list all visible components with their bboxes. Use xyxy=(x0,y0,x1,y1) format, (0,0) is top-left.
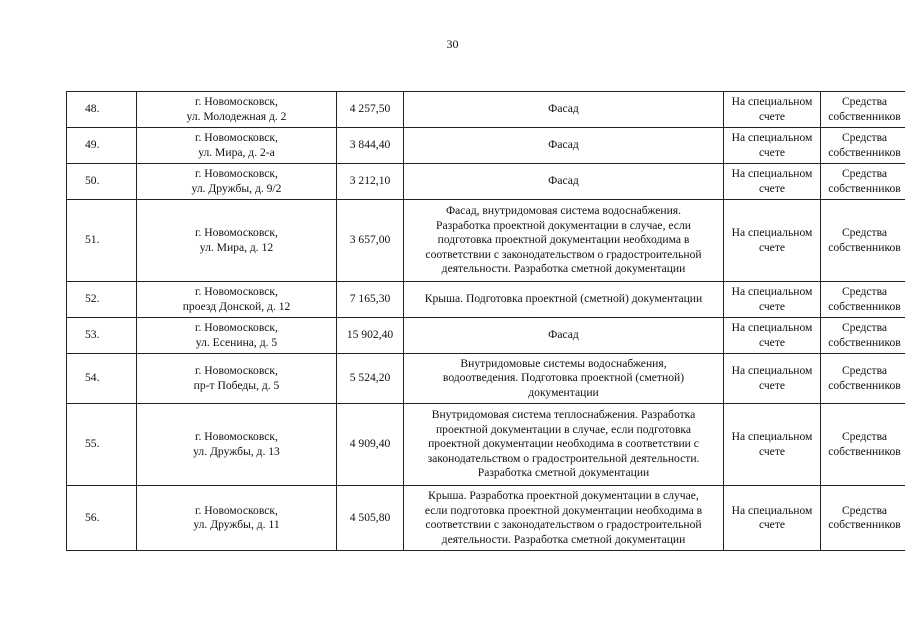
account-cell xyxy=(724,200,821,282)
work-type-cell xyxy=(404,128,724,164)
cost-cell: 3 844,40 xyxy=(337,128,404,164)
funding-source-line: Средства xyxy=(841,285,888,298)
work-type-cell xyxy=(404,164,724,200)
work-type-line: водоотведения. Подготовка проектной (сметной) xyxy=(442,371,685,385)
cost-cell: 4 257,50 xyxy=(337,92,404,128)
account-line: На специальном xyxy=(731,285,813,298)
address-cell xyxy=(137,128,337,164)
page-number: 30 xyxy=(446,37,459,51)
address-city: г. Новомосковск, xyxy=(195,321,278,334)
work-type-line: Крыша. Разработка проектной документации в случае, xyxy=(428,489,699,502)
funding-source-line: Средства xyxy=(841,131,888,144)
funding-source-cell xyxy=(821,92,905,128)
address-city: г. Новомосковск, xyxy=(195,95,278,108)
work-type-cell xyxy=(404,318,724,354)
cost-cell: 3 657,00 xyxy=(337,200,404,282)
address-cell xyxy=(137,318,337,354)
address-cell xyxy=(137,92,337,128)
funding-source-line: Средства xyxy=(841,503,888,517)
work-type-line: если подготовка проектной документации необходима в xyxy=(424,503,703,517)
funding-source-line: Средства xyxy=(841,321,888,334)
account-line: На специальном xyxy=(731,321,813,334)
table-row xyxy=(67,354,905,404)
account-line: счете xyxy=(758,335,786,349)
funding-source-line: собственников xyxy=(828,378,901,392)
table-row xyxy=(67,282,905,318)
work-type-line: соответствии с законодательством о градостроительной xyxy=(425,247,702,261)
row-number: 50. xyxy=(67,164,137,200)
work-type-line: проектной документации в случае, если подготовка xyxy=(435,422,692,436)
address-cell xyxy=(137,486,337,551)
funding-source-cell xyxy=(821,354,905,404)
row-number: 52. xyxy=(67,282,137,318)
cost-cell: 3 212,10 xyxy=(337,164,404,200)
account-line: На специальном xyxy=(731,503,813,517)
funding-source-line: Средства xyxy=(841,226,888,239)
cost-cell: 5 524,20 xyxy=(337,354,404,404)
work-type-line: Разработка проектной документации в случае, если xyxy=(436,218,691,232)
work-type-line: документации xyxy=(528,385,599,399)
funding-source-cell xyxy=(821,282,905,318)
work-type-line: законодательством о градостроительной деятельности. xyxy=(427,451,700,465)
table-row xyxy=(67,164,905,200)
work-type-line: Фасад, внутридомовая система водоснабжения. xyxy=(445,204,682,218)
address-city: г. Новомосковск, xyxy=(195,226,278,239)
address-cell xyxy=(137,404,337,486)
account-cell xyxy=(724,318,821,354)
address-street: ул. Мира, д. 2-а xyxy=(198,145,275,159)
work-type-cell xyxy=(404,282,724,318)
account-line: На специальном xyxy=(731,364,813,377)
address-city: г. Новомосковск, xyxy=(195,167,278,180)
work-type-line: проектной документации необходима в соответствии с xyxy=(428,437,699,451)
work-type-cell xyxy=(404,92,724,128)
account-line: счете xyxy=(758,240,786,254)
funding-source-line: собственников xyxy=(828,335,901,349)
work-type-line: Фасад xyxy=(548,328,579,342)
row-number: 49. xyxy=(67,128,137,164)
funding-source-cell xyxy=(821,404,905,486)
cost-cell: 4 505,80 xyxy=(337,486,404,551)
work-type-line: Внутридомовые системы водоснабжения, xyxy=(460,356,667,370)
work-type-line: подготовка проектной документации необходима в xyxy=(437,233,690,247)
address-street: ул. Молодежная д. 2 xyxy=(186,109,287,123)
work-type-line: Фасад xyxy=(548,102,579,116)
row-number: 56. xyxy=(67,486,137,551)
funding-source-line: собственников xyxy=(828,145,901,159)
account-line: счете xyxy=(758,109,786,123)
funding-source-line: собственников xyxy=(828,444,901,458)
address-cell xyxy=(137,164,337,200)
account-cell xyxy=(724,354,821,404)
account-cell xyxy=(724,92,821,128)
address-city: г. Новомосковск, xyxy=(195,430,278,443)
row-number: 48. xyxy=(67,92,137,128)
table-row xyxy=(67,486,905,551)
work-type-line: соответствии с законодательством о градостроительной xyxy=(425,518,702,531)
capital-repair-table xyxy=(66,91,905,551)
work-type-cell xyxy=(404,200,724,282)
account-cell xyxy=(724,128,821,164)
work-type-line: Разработка сметной документации xyxy=(477,466,650,480)
account-line: На специальном xyxy=(731,131,813,144)
address-cell xyxy=(137,354,337,404)
funding-source-line: собственников xyxy=(828,240,901,254)
account-line: счете xyxy=(758,299,786,313)
work-type-cell xyxy=(404,486,724,551)
table-row xyxy=(67,92,905,128)
table-body xyxy=(67,92,905,551)
address-street: ул. Дружбы, д. 9/2 xyxy=(191,181,282,195)
account-line: На специальном xyxy=(731,95,813,108)
work-type-line: Крыша. Подготовка проектной (сметной) документации xyxy=(424,292,703,306)
account-cell xyxy=(724,404,821,486)
address-cell xyxy=(137,282,337,318)
address-cell xyxy=(137,200,337,282)
account-line: На специальном xyxy=(731,226,813,239)
account-line: На специальном xyxy=(731,167,813,180)
funding-source-line: собственников xyxy=(828,518,901,531)
funding-source-line: собственников xyxy=(828,299,901,313)
table-row xyxy=(67,318,905,354)
account-cell xyxy=(724,164,821,200)
cost-cell: 15 902,40 xyxy=(337,318,404,354)
funding-source-line: собственников xyxy=(828,109,901,123)
row-number: 54. xyxy=(67,354,137,404)
funding-source-line: собственников xyxy=(828,181,901,195)
address-city: г. Новомосковск, xyxy=(195,364,278,377)
address-street: ул. Дружбы, д. 13 xyxy=(193,444,280,458)
work-type-cell xyxy=(404,354,724,404)
funding-source-cell xyxy=(821,164,905,200)
table-row xyxy=(67,404,905,486)
address-street: ул. Дружбы, д. 11 xyxy=(193,518,280,531)
work-type-line: Фасад xyxy=(548,174,579,188)
funding-source-line: Средства xyxy=(841,364,888,377)
row-number: 55. xyxy=(67,404,137,486)
address-city: г. Новомосковск, xyxy=(195,285,278,298)
work-type-line: Фасад xyxy=(548,138,579,152)
funding-source-cell xyxy=(821,128,905,164)
account-line: счете xyxy=(758,181,786,195)
address-street: ул. Мира, д. 12 xyxy=(199,240,274,254)
row-number: 51. xyxy=(67,200,137,282)
address-street: пр-т Победы, д. 5 xyxy=(193,378,280,392)
address-city: г. Новомосковск, xyxy=(195,131,278,144)
account-cell xyxy=(724,282,821,318)
funding-source-cell xyxy=(821,200,905,282)
work-type-line: деятельности. Разработка сметной документации xyxy=(441,262,686,276)
cost-cell: 4 909,40 xyxy=(337,404,404,486)
account-line: счете xyxy=(758,518,786,531)
cost-cell: 7 165,30 xyxy=(337,282,404,318)
account-line: На специальном xyxy=(731,430,813,443)
work-type-line: деятельности. Разработка сметной документации xyxy=(441,532,686,546)
work-type-line: Внутридомовая система теплоснабжения. Разработка xyxy=(431,408,696,422)
funding-source-cell xyxy=(821,486,905,551)
account-line: счете xyxy=(758,145,786,159)
account-cell xyxy=(724,486,821,551)
address-street: проезд Донской, д. 12 xyxy=(182,299,291,313)
address-street: ул. Есенина, д. 5 xyxy=(195,335,278,349)
funding-source-line: Средства xyxy=(841,95,888,108)
row-number: 53. xyxy=(67,318,137,354)
account-line: счете xyxy=(758,444,786,458)
account-line: счете xyxy=(758,378,786,392)
table-row xyxy=(67,128,905,164)
address-city: г. Новомосковск, xyxy=(195,503,278,517)
funding-source-line: Средства xyxy=(841,167,888,180)
work-type-cell xyxy=(404,404,724,486)
funding-source-cell xyxy=(821,318,905,354)
funding-source-line: Средства xyxy=(841,430,888,443)
table-row xyxy=(67,200,905,282)
